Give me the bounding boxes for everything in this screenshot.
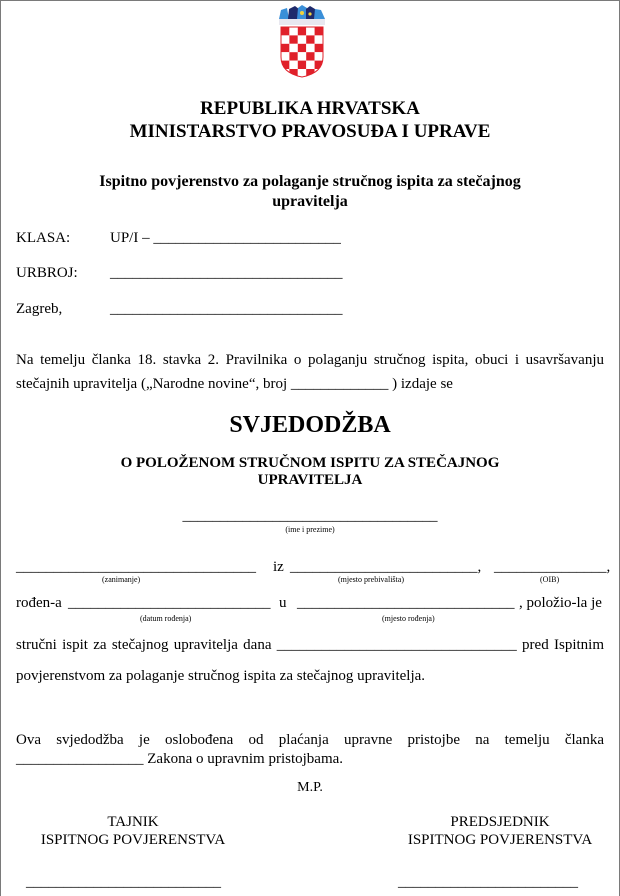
shield-square (306, 27, 314, 35)
birthplace-blank: _____________________________ (297, 595, 515, 611)
birthdate-label: (datum rođenja) (140, 614, 192, 623)
shield-square (306, 52, 314, 60)
shield-square (289, 27, 297, 35)
secretary-signature-line: __________________________ (26, 874, 221, 890)
shield-square (315, 52, 323, 60)
shield-square (281, 52, 289, 60)
shield-square (281, 27, 289, 35)
shield-square (315, 35, 323, 43)
shield-square (289, 61, 297, 69)
birthdate-blank: ___________________________ (68, 595, 271, 611)
crown (279, 5, 325, 25)
place-label: Zagreb, (16, 301, 63, 317)
urbroj-field: _______________________________ (110, 265, 343, 281)
ministry-heading: MINISTARSTVO PRAVOSUĐA I UPRAVE (129, 121, 491, 142)
certificate-subtitle-1: O POLOŽENOM STRUČNOM ISPITU ZA STEČAJNOG (120, 455, 500, 471)
shield-square (298, 52, 306, 60)
exam-line: stručni ispit za stečajnog upravitelja dana ________________________________ pred Ispitnim (16, 637, 604, 653)
shield-square (281, 69, 289, 77)
residence-label: (mjesto prebivališta) (338, 575, 404, 584)
croatian-coat-of-arms-icon (277, 5, 327, 78)
name-blank: __________________________________ (182, 508, 438, 524)
shield-square (281, 44, 289, 52)
certificate-title: SVJEDODŽBA (229, 412, 391, 438)
shield-square (306, 61, 314, 69)
stamp-place: M.P. (297, 780, 323, 795)
president-signature-line: ________________________ (398, 874, 578, 890)
klasa-field: UP/I – _________________________ (110, 230, 341, 246)
born-text: rođen-a (16, 595, 62, 611)
shield-square (315, 44, 323, 52)
name-label: (ime i prezime) (285, 525, 335, 534)
committee-heading-1: Ispitno povjerenstvo za polaganje stručnog ispita za stečajnog (99, 173, 521, 190)
shield-square (306, 35, 314, 43)
committee-heading-2: upravitelja (272, 193, 348, 210)
exemption-line-2: _________________ Zakona o upravnim pristojbama. (16, 751, 344, 767)
date-field: _______________________________ (110, 301, 343, 317)
intro-line-2: stečajnih upravitelja („Narodne novine“, broj _____________ ) izdaje se (16, 376, 453, 392)
president-title-2: ISPITNOG POVJERENSTVA (407, 832, 593, 848)
president-title: PREDSJEDNIK (450, 814, 550, 830)
checkered-shield (281, 27, 323, 77)
occupation-blank: ________________________________ (16, 559, 256, 575)
iz-text: iz (273, 559, 284, 575)
shield-square (315, 69, 323, 77)
shield-square (289, 44, 297, 52)
shield-square (289, 52, 297, 60)
u-text: u (279, 595, 287, 611)
secretary-title-2: ISPITNOG POVJERENSTVA (40, 832, 226, 848)
secretary-title: TAJNIK (107, 814, 159, 830)
shield-square (298, 61, 306, 69)
residence-blank: _________________________, (290, 559, 482, 575)
urbroj-label: URBROJ: (16, 265, 78, 281)
exemption-line-1: Ova svjedodžba je oslobođena od plaćanja upravne pristojbe na temelju članka (16, 732, 604, 748)
oib-label: (OIB) (540, 575, 560, 584)
oib-blank: _______________, (494, 559, 611, 575)
republic-heading: REPUBLIKA HRVATSKA (200, 98, 420, 119)
shield-square (298, 35, 306, 43)
shield-square (298, 44, 306, 52)
committee-line: povjerenstvom za polaganje stručnog ispita za stečajnog upravitelja. (16, 668, 426, 684)
shield-square (281, 35, 289, 43)
shield-square (298, 27, 306, 35)
klasa-label: KLASA: (16, 230, 71, 246)
shield-square (306, 44, 314, 52)
shield-square (289, 35, 297, 43)
intro-line-1: Na temelju članka 18. stavka 2. Pravilnika o polaganju stručnog ispita, obuci i usavršavanju (16, 352, 604, 368)
occupation-label: (zanimanje) (102, 575, 141, 584)
certificate-subtitle-2: UPRAVITELJA (257, 472, 363, 488)
shield-square (315, 27, 323, 35)
birthplace-label: (mjesto rođenja) (382, 614, 435, 623)
passed-text: , položio-la je (519, 595, 602, 611)
